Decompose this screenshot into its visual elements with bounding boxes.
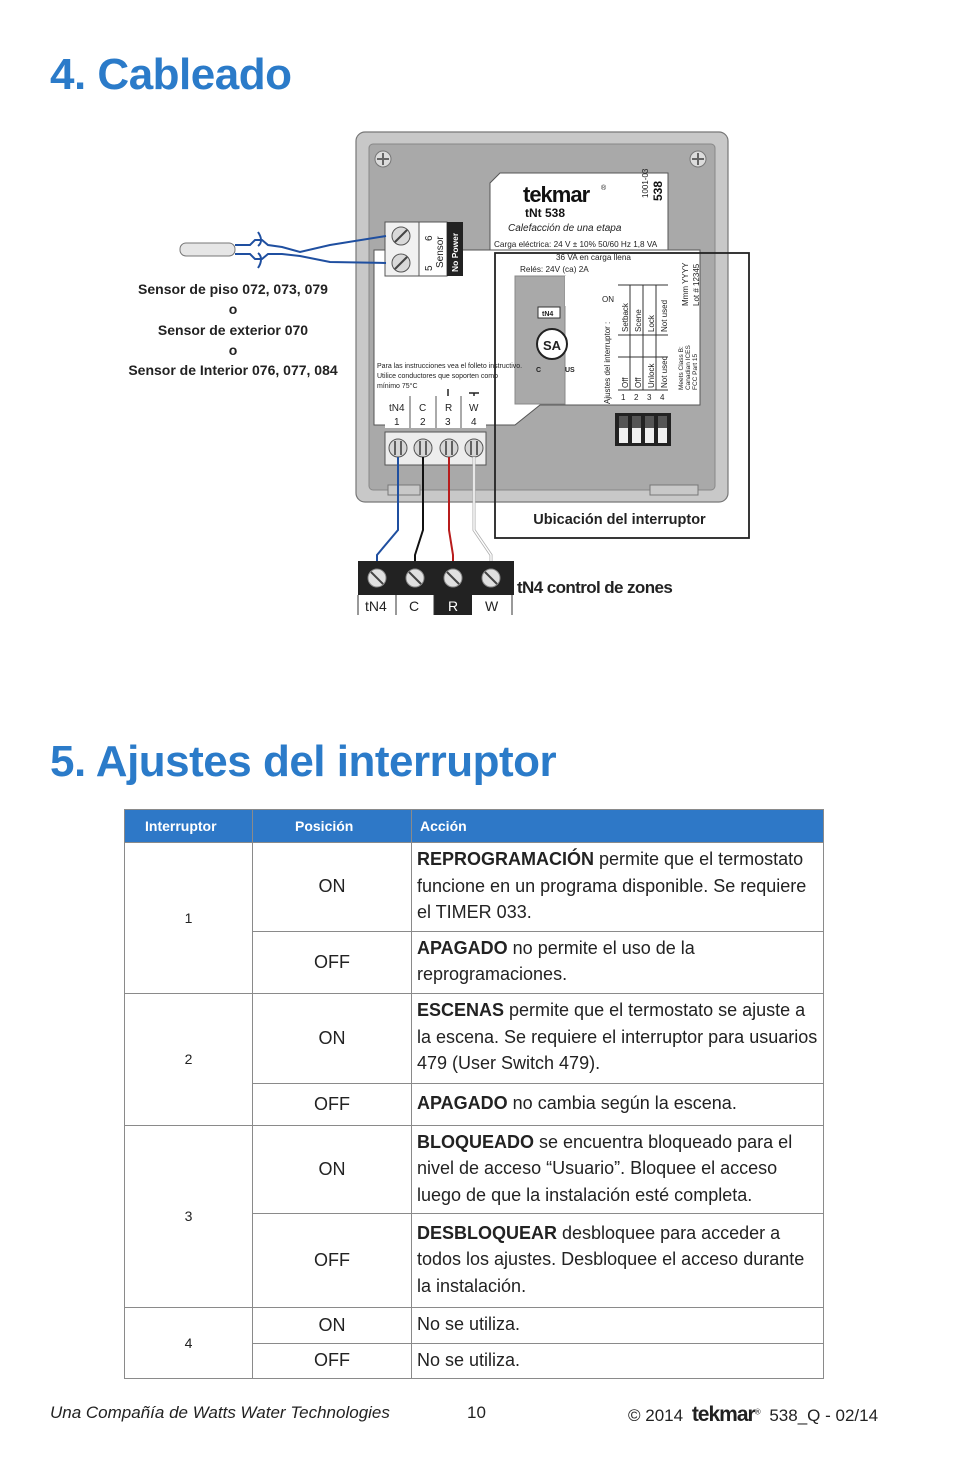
svg-text:3: 3 (445, 417, 451, 428)
svg-text:Lock: Lock (647, 315, 656, 332)
svg-text:1: 1 (394, 417, 400, 428)
svg-text:Lot # 12345: Lot # 12345 (692, 263, 701, 306)
action-cell: DESBLOQUEAR desbloquee para acceder a todos los ajustes. Desbloquee el acceso durante la instalación. (412, 1214, 824, 1308)
load-text: Carga eléctrica: 24 V ± 10% 50/60 Hz 1,8 VA (494, 240, 658, 249)
svg-text:Relés: 24V (ca) 2A: Relés: 24V (ca) 2A (520, 265, 589, 274)
position-on: ON (253, 993, 412, 1083)
page-number: 10 (467, 1403, 486, 1422)
svg-text:Unlock: Unlock (647, 363, 656, 388)
svg-text:2: 2 (420, 417, 426, 428)
terminal-screw-icon (465, 439, 483, 457)
zone-control-terminal (358, 561, 514, 615)
svg-text:W: W (485, 598, 499, 614)
mounting-screw-icon (690, 151, 706, 167)
switch-number: 1 (125, 843, 253, 994)
action-cell: BLOQUEADO se encuentra bloqueado para el nivel de acceso “Usuario”. Bloquee el acceso luego de que la instalación esté completa. (412, 1125, 824, 1214)
svg-text:Mmm YYYY: Mmm YYYY (681, 262, 690, 306)
position-on: ON (253, 1308, 412, 1344)
position-on: ON (253, 843, 412, 932)
position-off: OFF (253, 1214, 412, 1308)
sensor-label: Sensor de piso 072, 073, 079 o Sensor de exterior 070 o Sensor de Interior 076, 077, 084 (128, 281, 338, 379)
svg-text:2: 2 (634, 393, 639, 402)
action-cell: APAGADO no cambia según la escena. (412, 1083, 824, 1125)
part-code: 1001-03 (641, 168, 650, 198)
terminal-screw-icon (392, 227, 410, 245)
svg-text:Utilice conductores que soport: Utilice conductores que soporten como (377, 373, 499, 380)
svg-text:C: C (419, 403, 427, 414)
svg-text:Canadian ICES: Canadian ICES (685, 345, 692, 390)
svg-text:6: 6 (424, 235, 435, 241)
model-number: 538 (651, 180, 665, 201)
no-power-badge: No Power (450, 232, 460, 272)
terminal-screw-icon (414, 439, 432, 457)
svg-text:R: R (445, 403, 453, 414)
action-cell: APAGADO no permite el uso de la reprogramaciones. (412, 931, 824, 993)
switch-number: 4 (125, 1308, 253, 1379)
header-switch: Interruptor (125, 810, 253, 843)
svg-text:4: 4 (660, 393, 665, 402)
svg-text:5: 5 (424, 265, 435, 271)
footer-brand-logo: tekmar (691, 1403, 755, 1426)
model-description: Calefacción de una etapa (508, 223, 622, 234)
terminal-screw-icon (392, 254, 410, 272)
switch-settings-table (124, 809, 824, 1379)
sensor-probe-icon (180, 232, 386, 268)
terminal-screw-icon (406, 569, 424, 587)
switch-number: 3 (125, 1125, 253, 1308)
section-5-title: 5. Ajustes del interruptor (50, 737, 557, 786)
svg-text:W: W (469, 403, 479, 414)
svg-text:Sensor: Sensor (435, 236, 446, 268)
switch-number: 2 (125, 993, 253, 1125)
svg-text:1: 1 (621, 393, 626, 402)
table-row (125, 1125, 824, 1214)
header-action: Acción (412, 810, 824, 843)
table-header-row (125, 810, 824, 843)
doc-code: 538_Q - 02/14 (769, 1406, 879, 1425)
svg-text:Off: Off (634, 377, 643, 388)
zone-control-label: tN4 control de zones (517, 578, 673, 597)
footer-copyright: © 2014 tekmar® 538_Q - 02/14 (628, 1403, 879, 1426)
table-row (125, 1308, 824, 1344)
svg-text:Ajustes del interruptor :: Ajustes del interruptor : (603, 321, 612, 404)
svg-text:®: ® (601, 185, 607, 192)
mounting-screw-icon (375, 151, 391, 167)
terminal-screw-icon (368, 569, 386, 587)
position-on: ON (253, 1125, 412, 1214)
terminal-screw-icon (389, 439, 407, 457)
svg-text:R: R (448, 598, 459, 614)
terminal-screw-icon (482, 569, 500, 587)
svg-text:tN4: tN4 (365, 598, 387, 614)
model-name: tNt 538 (525, 206, 566, 220)
action-cell: No se utiliza. (412, 1343, 824, 1379)
svg-text:SA: SA (543, 338, 562, 353)
svg-text:US: US (565, 367, 575, 374)
footer-company: Una Compañía de Watts Water Technologies (50, 1403, 390, 1422)
table-row (125, 843, 824, 932)
brand-logo: tekmar (523, 182, 590, 207)
terminal-screw-icon (440, 439, 458, 457)
terminal-screw-icon (444, 569, 462, 587)
svg-text:mínimo 75°C: mínimo 75°C (377, 383, 418, 390)
svg-text:FCC Part 15: FCC Part 15 (692, 353, 699, 390)
svg-text:Not used: Not used (660, 299, 669, 332)
position-off: OFF (253, 1083, 412, 1125)
svg-text:4: 4 (471, 417, 477, 428)
svg-text:Meets Class B:: Meets Class B: (678, 346, 685, 390)
svg-text:36 VA en carga llena: 36 VA en carga llena (556, 253, 631, 262)
svg-text:C: C (536, 367, 542, 374)
thermostat-terminal-block (385, 432, 486, 465)
dip-switch-block (615, 413, 671, 446)
action-cell: REPROGRAMACIÓN permite que el termostato funcione en un programa disponible. Se requiere el TIMER 033. (412, 843, 824, 932)
svg-text:Para las instrucciones vea el: Para las instrucciones vea el folleto instructivo. (377, 363, 523, 370)
action-cell: ESCENAS permite que el termostato se ajuste a la escena. Se requiere el interruptor para usuarios 479 (User Switch 479). (412, 993, 824, 1083)
svg-text:tN4: tN4 (389, 403, 405, 414)
position-off: OFF (253, 931, 412, 993)
svg-text:Setback: Setback (621, 303, 630, 332)
position-off: OFF (253, 1343, 412, 1379)
action-cell: No se utiliza. (412, 1308, 824, 1344)
switch-location-label: Ubicación del interruptor (533, 512, 706, 528)
header-position: Posición (253, 810, 412, 843)
table-row (125, 993, 824, 1083)
svg-text:3: 3 (647, 393, 652, 402)
svg-text:tN4: tN4 (542, 311, 554, 318)
svg-text:C: C (409, 598, 420, 614)
svg-text:Scene: Scene (634, 309, 643, 332)
svg-text:Not used: Not used (660, 355, 669, 388)
svg-text:Off: Off (621, 377, 630, 388)
svg-text:ON: ON (602, 295, 614, 304)
section-4-title: 4. Cableado (50, 50, 292, 99)
